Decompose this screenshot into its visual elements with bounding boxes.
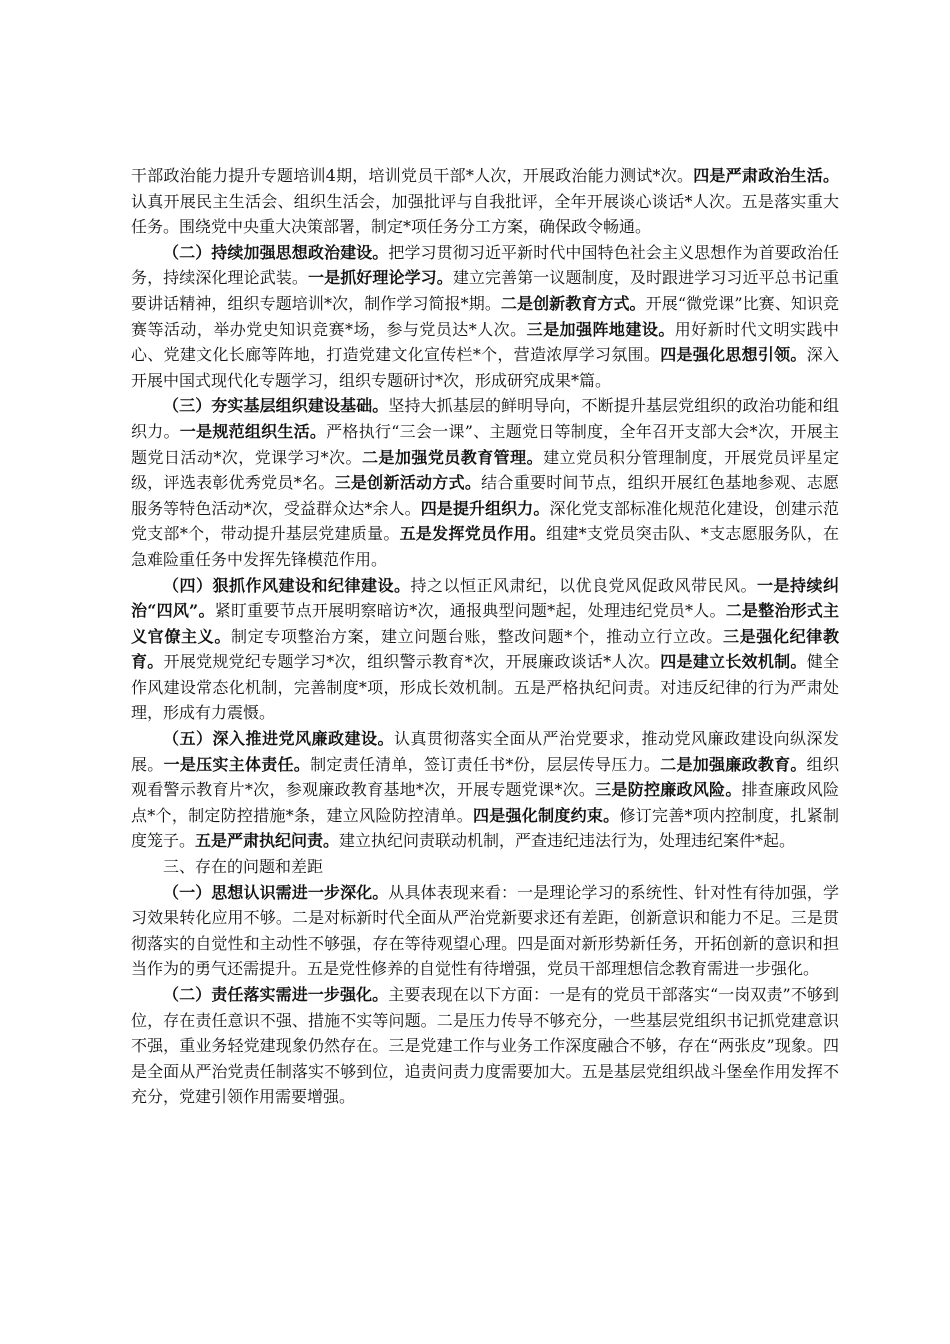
bold-run: 四是建立长效机制。 [660, 652, 807, 672]
bold-run: （四）狠抓作风建设和纪律建设。 [163, 575, 411, 595]
bold-run: 四是提升组织力。 [420, 498, 550, 518]
document-body [131, 163, 839, 1110]
text-run: 紧盯重要节点开展明察暗访*次，通报典型问题*起，处理违纪党员*人。 [214, 601, 726, 621]
bold-run: 三是加强阵地建设。 [526, 319, 675, 339]
paragraph-ideological-understanding [131, 880, 839, 982]
bold-run: 二是整治形式主义官僚主义。 [131, 601, 839, 646]
text-run: 结合重要时间节点，组织开展红色基地参观、志愿服务等特色活动*次，受益群众达*余人。 [131, 473, 839, 518]
bold-run: （五）深入推进党风廉政建设。 [163, 729, 394, 749]
text-run: 认真贯彻落实全面从严治党要求，推动党风廉政建设向纵深发展。 [131, 729, 839, 774]
paragraph-ideological-construction [131, 240, 839, 394]
bold-run: 三是强化纪律教育。 [131, 626, 839, 672]
text-run: 组织观看警示教育片*次，参观廉政教育基地*次，开展专题党课*次。 [131, 754, 839, 800]
bold-run: 一是持续纠治“四风”。 [131, 575, 839, 621]
text-run: 严格执行“三会一课”、主题党日等制度，全年召开支部大会*次，开展主题党日活动*次，党课学习*次。 [131, 421, 839, 467]
text-run: 组建*支党员突击队、*支志愿服务队，在急难险重任务中发挥先锋模范作用。 [131, 524, 839, 569]
bold-run: 一是抓好理论学习。 [308, 268, 453, 288]
text-run: 建立执纪问责联动机制，严查违纪违法行为，处理违纪案件*起。 [339, 831, 796, 851]
paragraph-political-ability [131, 163, 839, 240]
bold-run: （二）责任落实需进一步强化。 [163, 985, 389, 1004]
text-run: 坚持大抓基层的鲜明导向，不断提升基层党组织的政治功能和组织力。 [131, 396, 839, 441]
paragraph-style-discipline [131, 573, 839, 727]
bold-run: 三是创新活动方式。 [334, 473, 482, 493]
paragraph-clean-governance [131, 726, 839, 854]
section-heading-problems: 三、存在的问题和差距 [163, 857, 324, 877]
text-run: 开展党规党纪专题学习*次，组织警示教育*次，开展廉政谈话*人次。 [163, 652, 661, 672]
bold-run: 三是防控廉政风险。 [595, 780, 742, 800]
text-run: 建立完善第一议题制度，及时跟进学习习近平总书记重要讲话精神，组织专题培训*次，制作学习简报*期。 [131, 268, 839, 313]
text-run: 开展“微党课”比赛、知识竞赛等活动，举办党史知识竞赛*场，参与党员达*人次。 [131, 293, 839, 339]
text-run: 制定责任清单，签订责任书*份，层层传导压力。 [310, 754, 661, 774]
bold-run: 一是压实主体责任。 [163, 754, 311, 774]
text-run: 从具体表现来看：一是理论学习的系统性、针对性有待加强，学习效果转化应用不够。二是对标新时代全面从严治党新要求还有差距，创新意识和能力不足。三是贯彻落实的自觉性和主动性不够强，存在等待观望心理。四是面对新形势新任务，开拓创新的意识和担当作为的勇气还需提升。五是党性修养的自觉性有待增强，党员干部理想信念教育需进一步强化。 [131, 882, 839, 979]
text-run: 修订完善*项内控制度，扎紧制度笼子。 [131, 805, 839, 851]
bold-run: 二是加强党员教育管理。 [361, 447, 544, 467]
text-run: 排查廉政风险点*个，制定防控措施*条，建立风险防控清单。 [131, 780, 839, 825]
text-run: 制定专项整治方案，建立问题台账，整改问题*个，推动立行立改。 [231, 626, 723, 646]
bold-run: （二）持续加强思想政治建设。 [163, 242, 389, 262]
bold-run: 二是加强廉政教育。 [660, 754, 807, 774]
text-run: 深入开展中国式现代化专题学习，组织专题研讨*次，形成研究成果*篇。 [131, 345, 839, 390]
bold-run: 四是严肃政治生活。 [693, 166, 839, 185]
bold-run: 一是规范组织生活。 [179, 421, 327, 441]
text-run: 健全作风建设常态化机制，完善制度*项，形成长效机制。五是严格执纪问责。对违反纪律的行为严肃处理，形成有力震慑。 [131, 652, 839, 723]
bold-run: （三）夯实基层组织建设基础。 [163, 396, 389, 416]
text-run: 持之以恒正风肃纪，以优良党风促政风带民风。 [410, 575, 757, 595]
text-run: 用好新时代文明实践中心、党建文化长廊等阵地，打造党建文化宣传栏*个，营造浓厚学习氛围。 [131, 319, 839, 365]
bold-run: （一）思想认识需进一步深化。 [163, 882, 389, 902]
text-run: 干部政治能力提升专题培训4期，培训党员干部*人次，开展政治能力测试*次。 [131, 166, 694, 185]
bold-run: 五是严肃执纪问责。 [195, 831, 340, 851]
paragraph-grassroots-organization [131, 393, 839, 572]
paragraph-responsibility [131, 982, 839, 1110]
text-run: 把学习贯彻习近平新时代中国特色社会主义思想作为首要政治任务，持续深化理论武装。 [131, 242, 839, 288]
bold-run: 四是强化制度约束。 [472, 805, 620, 825]
text-run: 建立党员积分管理制度，开展党员评星定级，评选表彰优秀党员*名。 [131, 447, 839, 493]
bold-run: 二是创新教育方式。 [500, 293, 646, 313]
bold-run: 四是强化思想引领。 [660, 345, 807, 365]
text-run: 深化党支部标准化规范化建设，创建示范党支部*个，带动提升基层党建质量。 [131, 498, 839, 544]
text-run: 主要表现在以下方面：一是有的党员干部落实“一岗双责”不够到位，存在责任意识不强、措施不实等问题。二是压力传导不够充分，一些基层党组织书记抓党建意识不强，重业务轻党建现象仍然存在。三是党建工作与业务工作深度融合不够，存在“两张皮”现象。四是全面从严治党责任制落实不够到位，追责问责力度需要加大。五是基层党组织战斗堡垒作用发挥不充分，党建引领作用需要增强。 [131, 985, 839, 1107]
bold-run: 五是发挥党员作用。 [399, 524, 547, 544]
text-run: 认真开展民主生活会、组织生活会，加强批评与自我批评，全年开展谈心谈话*人次。五是落实重大任务。围绕党中央重大决策部署，制定*项任务分工方案，确保政令畅通。 [131, 191, 839, 237]
